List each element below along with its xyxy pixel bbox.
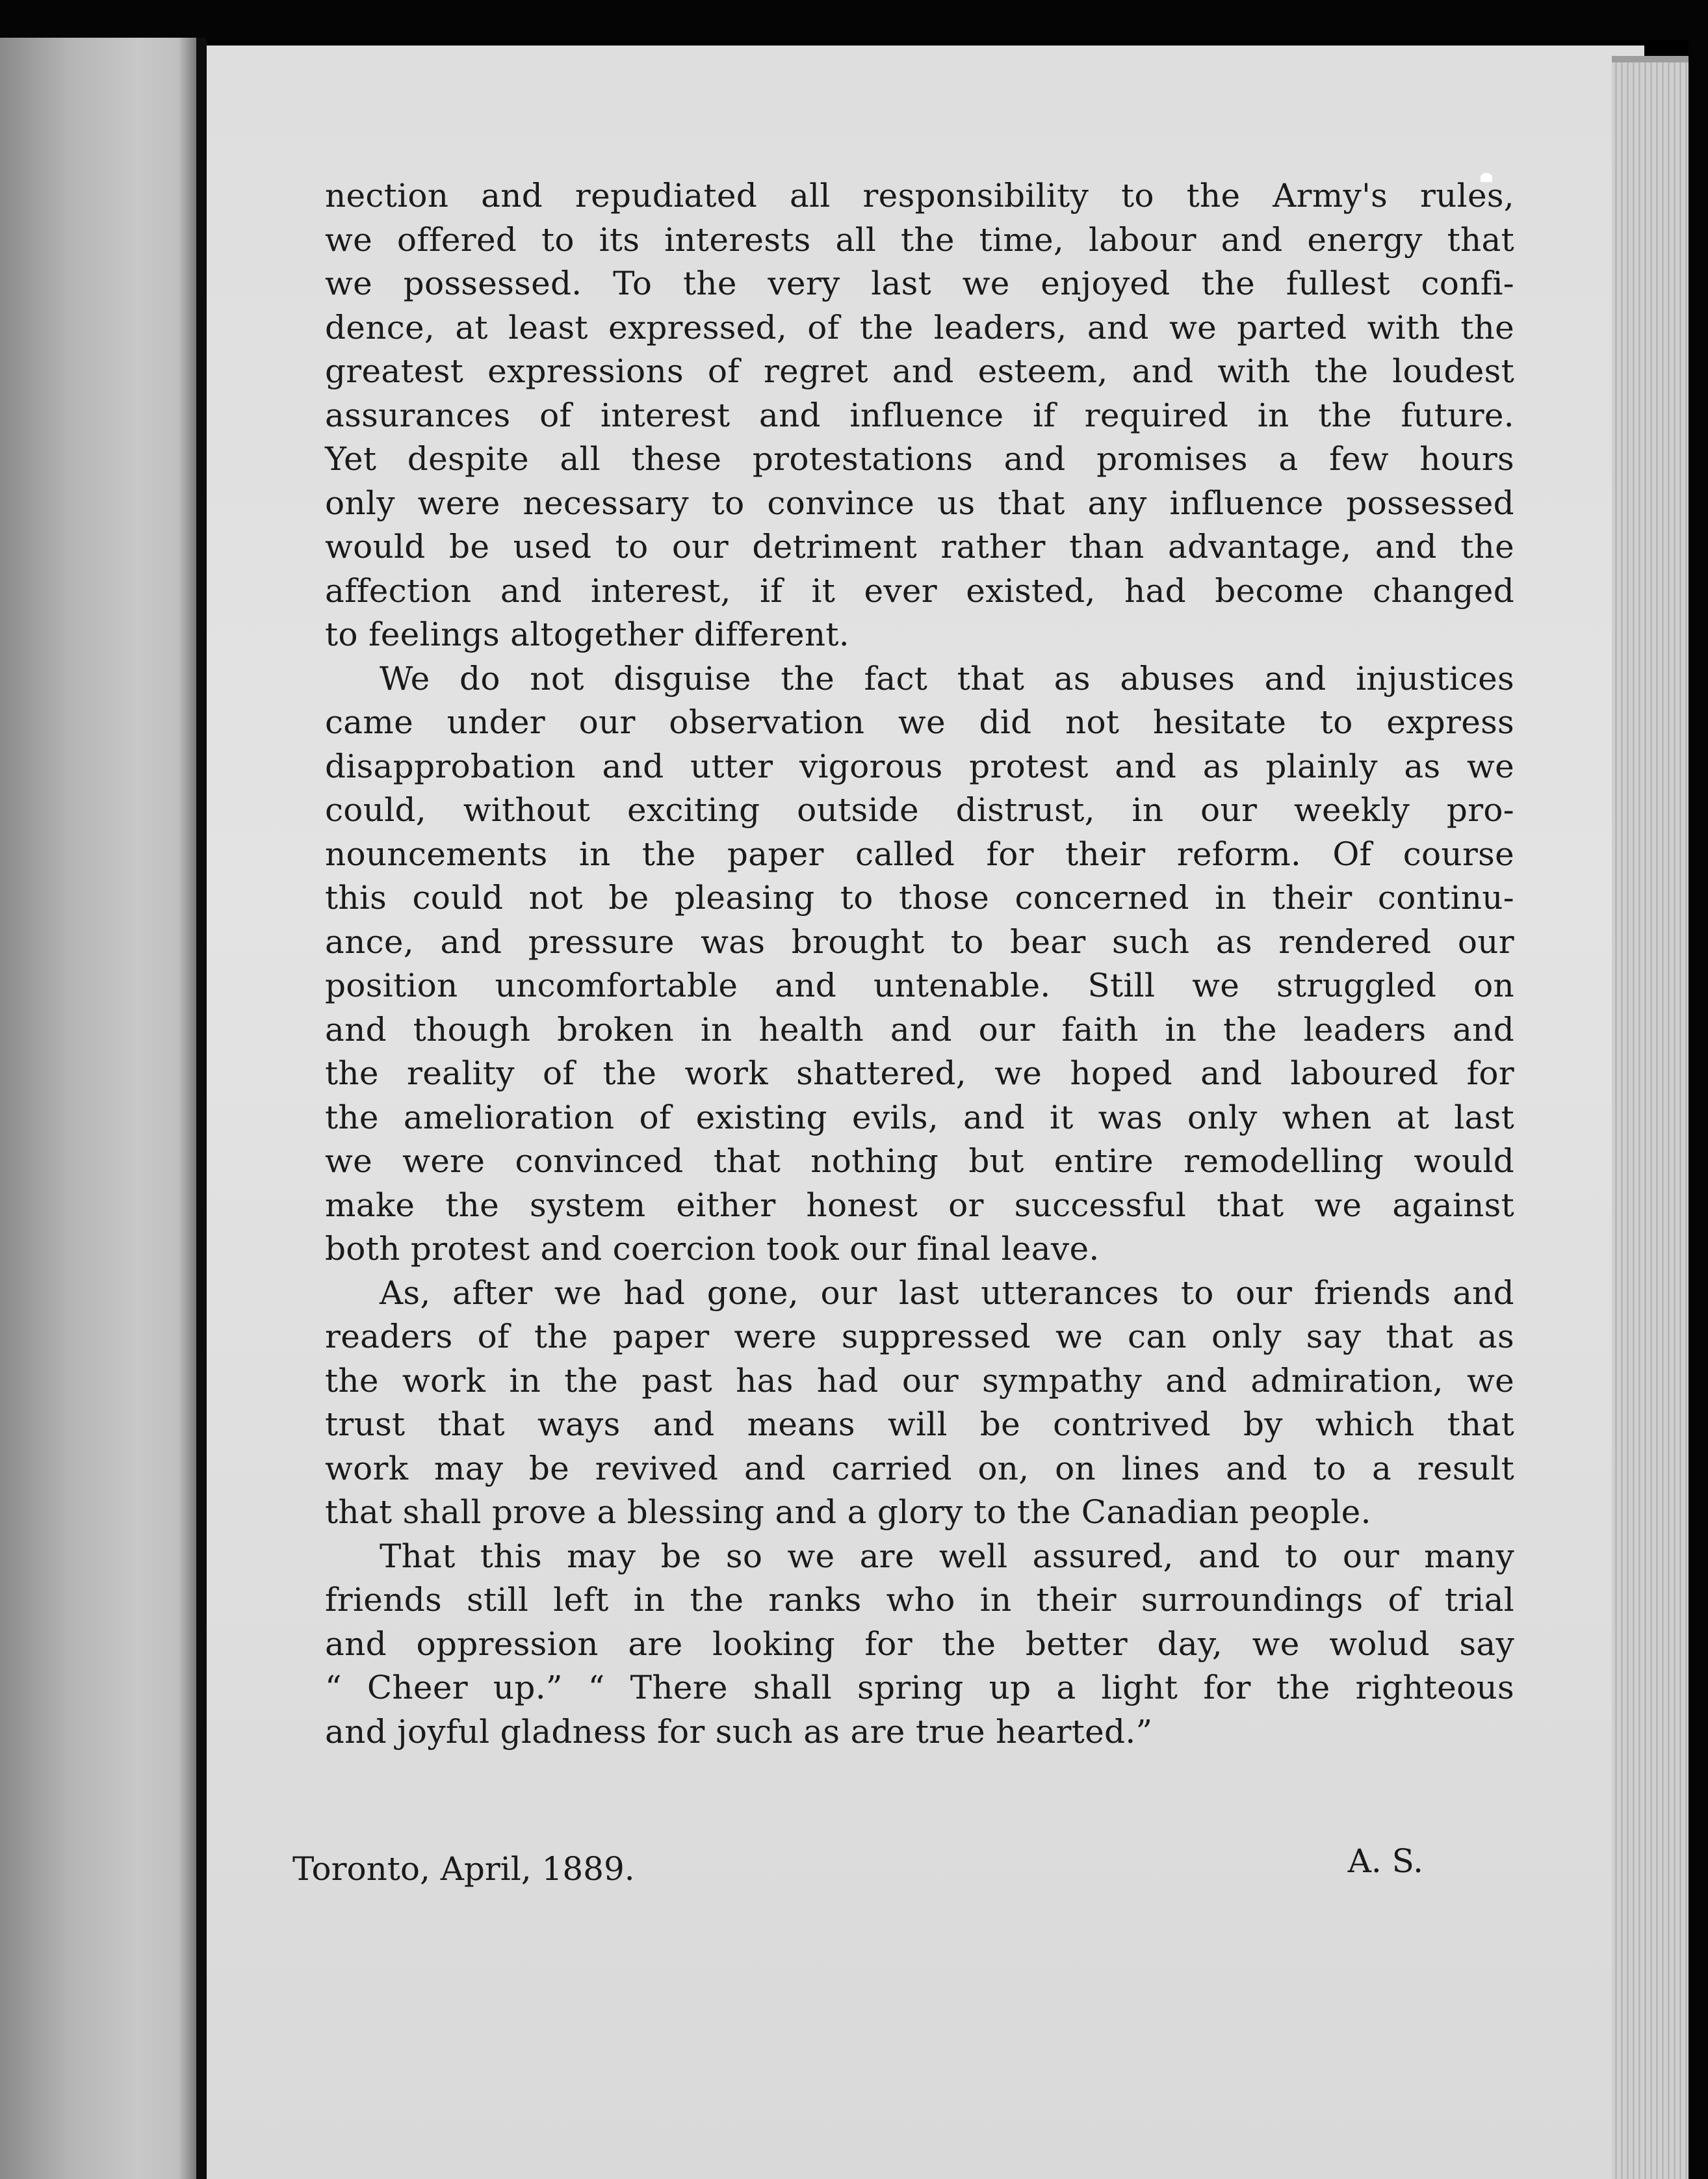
text-line: we offered to its interests all the time, labour and energy that xyxy=(325,220,1514,259)
text-line: and joyful gladness for such as are true hearted.” xyxy=(325,1712,1153,1751)
text-line: trust that ways and means will be contrived by which that xyxy=(325,1405,1514,1443)
author-initials: A. S. xyxy=(1347,1842,1423,1880)
text-line: this could not be pleasing to those concerned in their continu- xyxy=(325,879,1514,917)
text-line: to feelings altogether different. xyxy=(325,616,849,653)
facing-page-shadow xyxy=(178,38,196,2179)
text-line: affection and interest, if it ever existed, had become changed xyxy=(325,571,1514,610)
text-line: came under our observation we did not hesitate to express xyxy=(325,703,1514,741)
paragraph xyxy=(325,1535,1514,1755)
scan-top-border xyxy=(0,0,1708,40)
text-line: and though broken in health and our faith in the leaders and xyxy=(325,1010,1514,1049)
text-line: both protest and coercion took our final leave. xyxy=(325,1230,1100,1268)
paragraph xyxy=(325,1272,1514,1535)
text-line: readers of the paper were suppressed we can only say that as xyxy=(325,1318,1514,1355)
text-line: the amelioration of existing evils, and it was only when at last xyxy=(325,1098,1514,1136)
text-line: the reality of the work shattered, we hoped and laboured for xyxy=(325,1054,1514,1092)
book-page-edges xyxy=(1612,56,1689,2179)
text-line: we were convinced that nothing but entire remodelling would xyxy=(325,1142,1514,1180)
body-text xyxy=(325,174,1514,1754)
text-line: work may be revived and carried on, on lines and to a result xyxy=(325,1449,1514,1487)
book-gutter xyxy=(196,38,207,2179)
signoff xyxy=(292,1842,1423,1902)
facing-page-left xyxy=(0,38,196,2179)
text-line: that shall prove a blessing and a glory to the Canadian people. xyxy=(325,1493,1371,1531)
paragraph xyxy=(325,174,1514,657)
text-line: could, without exciting outside distrust, in our weekly pro- xyxy=(325,791,1514,829)
text-line: greatest expressions of regret and esteem, and with the loudest xyxy=(325,352,1514,390)
text-line: dence, at least expressed, of the leaders, and we parted with the xyxy=(325,308,1514,346)
text-line: assurances of interest and influence if required in the future. xyxy=(325,396,1514,434)
text-line: and oppression are looking for the better day, we wolud say xyxy=(325,1624,1514,1663)
book-page-edges-top xyxy=(1612,56,1689,62)
text-line: we possessed. To the very last we enjoyed the fullest confi- xyxy=(325,265,1514,302)
text-line: friends still left in the ranks who in their surroundings of trial xyxy=(325,1581,1514,1619)
text-line: “ Cheer up.” “ There shall spring up a light for the righteous xyxy=(325,1669,1514,1706)
text-line: Yet despite all these protestations and promises a few hours xyxy=(325,440,1514,478)
paragraph xyxy=(325,657,1514,1272)
text-line: ance, and pressure was brought to bear such as rendered our xyxy=(325,922,1514,961)
place-and-date: Toronto, April, 1889. xyxy=(292,1850,635,1888)
scan-right-border xyxy=(1689,0,1708,2179)
text-line: position uncomfortable and untenable. Still we struggled on xyxy=(325,967,1514,1004)
text-line: As, after we had gone, our last utterances to our friends and xyxy=(380,1273,1514,1312)
text-line: nouncements in the paper called for their reform. Of course xyxy=(325,835,1514,873)
text-line: We do not disguise the fact that as abuses and injustices xyxy=(380,659,1514,698)
text-line: disapprobation and utter vigorous protest and as plainly as we xyxy=(325,747,1514,785)
text-line: make the system either honest or successful that we against xyxy=(325,1186,1514,1224)
text-line: That this may be so we are well assured, and to our many xyxy=(380,1537,1514,1575)
text-line: only were necessary to convince us that any influence possessed xyxy=(325,484,1514,522)
text-line: nection and repudiated all responsibility to the Army's rules, xyxy=(325,177,1514,215)
text-line: would be used to our detriment rather than advantage, and the xyxy=(325,528,1514,566)
text-line: the work in the past has had our sympathy and admiration, we xyxy=(325,1361,1514,1400)
